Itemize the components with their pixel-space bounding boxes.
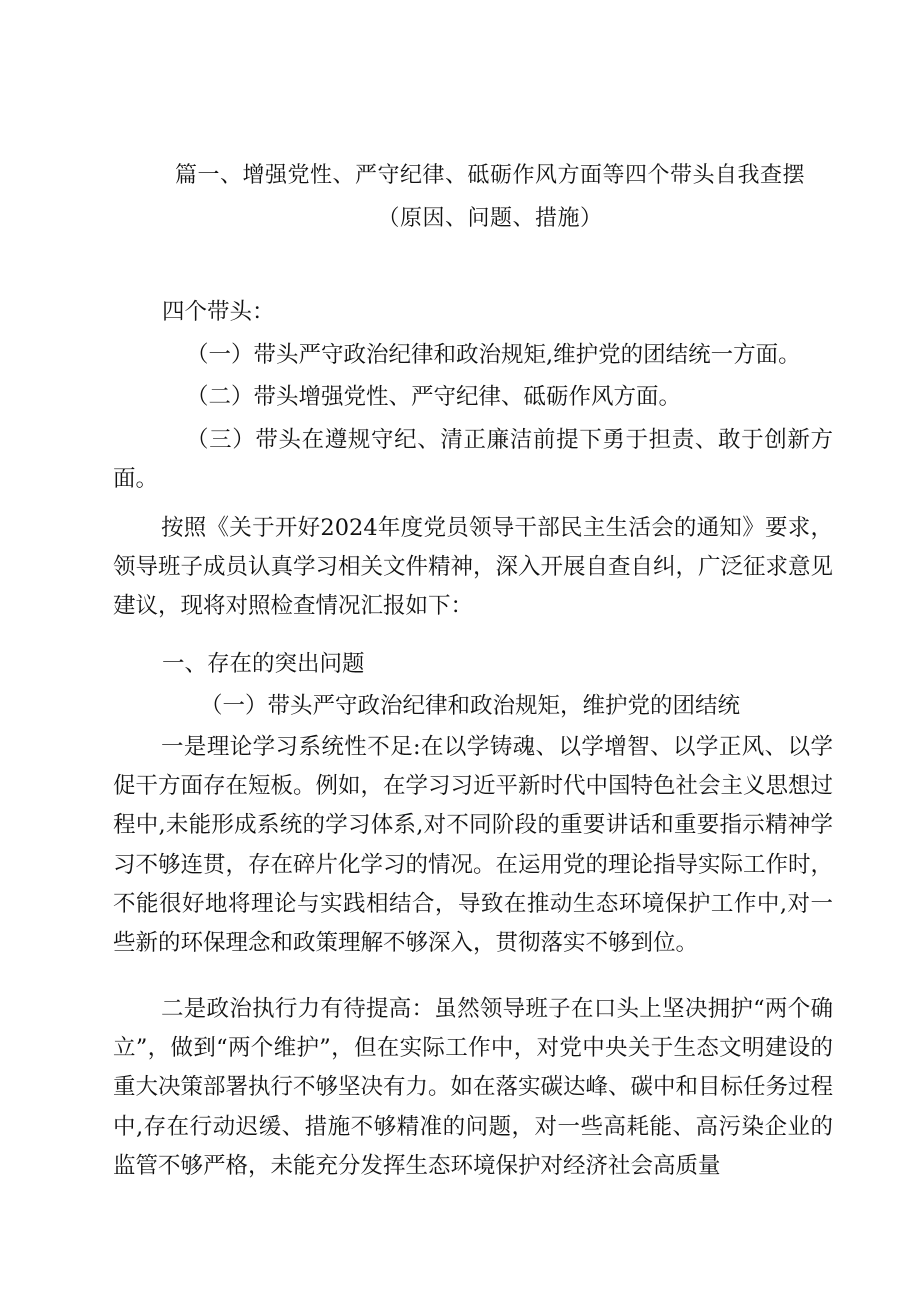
document-title-line-2: （原因、问题、措施） [377,206,603,231]
lead-item-2: （二）带头增强党性、严守纪律、砥砺作风方面。 [186,384,682,410]
document-title-line-1: 篇一、增强党性、严守纪律、砥砺作风方面等四个带头自我查摆 [174,163,805,188]
subsection-1-heading: （一）带头严守政治纪律和政治规矩，维护党的团结统 [200,693,741,719]
lead-item-1: （一）带头严守政治纪律和政治规矩,维护党的团结统一方面。 [186,342,801,368]
intro-paragraph: 按照《关于开好2024年度党员领导干部民主生活会的通知》要求，领导班子成员认真学习相关文件精神，深入开展自查自纠，广泛征求意见建议，现将对照检查情况汇报如下： [113,515,834,620]
lead-item-3: （三）带头在遵规守纪、清正廉洁前提下勇于担责、敢于创新方面。 [113,427,833,493]
paragraph-political-execution: 二是政治执行力有待提高：虽然领导班子在口头上坚决拥护“两个确立”，做到“两个维护”，但在实际工作中，对党中央关于生态文明建设的重大决策部署执行不够坚决有力。如在落实碳达峰、碳中和目标任务过程中,存在行动迟缓、措施不够精准的问题，对一些高耗能、高污染企业的监管不够严格，未能充分发挥生态环境保护对经济社会高质量 [113,996,834,1179]
four-leads-heading: 四个带头： [162,299,275,325]
section-1-heading: 一、存在的突出问题 [162,651,365,677]
paragraph-theory-study: 一是理论学习系统性不足:在以学铸魂、以学增智、以学正风、以学促干方面存在短板。例如，在学习习近平新时代中国特色社会主义思想过程中,未能形成系统的学习体系,对不同阶段的重要讲话和重要指示精神学习不够连贯，存在碎片化学习的情况。在运用党的理论指导实际工作时，不能很好地将理论与实践相结合，导致在推动生态环境保护工作中,对一些新的环保理念和政策理解不够深入，贯彻落实不够到位。 [113,734,834,957]
